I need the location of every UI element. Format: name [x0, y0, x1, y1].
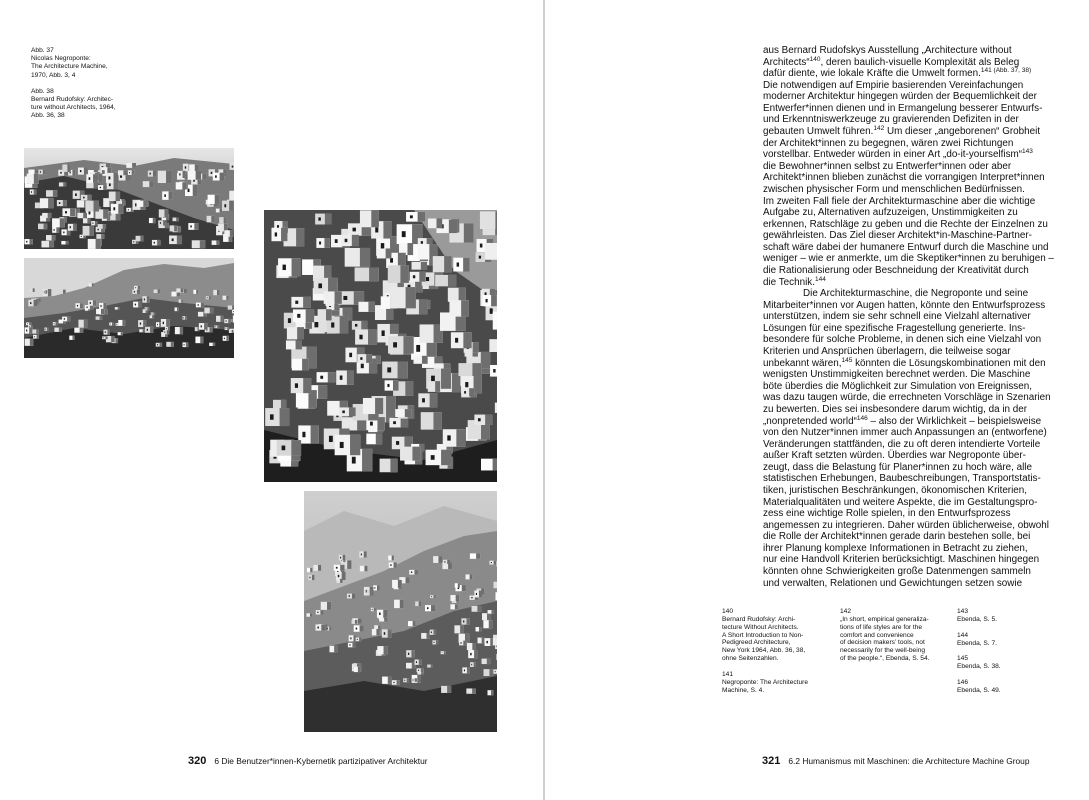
- text-line: [763, 323, 1063, 335]
- line-text: was dazu taugen würde, die errechneten Vorschläge in Szenarien: [763, 392, 1051, 404]
- text-line: [763, 520, 1063, 532]
- mountain-village-photo: [304, 491, 497, 732]
- line-text: Mitarbeiter*innen vor Augen hatten, könnte den Entwurfsprozess: [763, 299, 1046, 311]
- line-text: Veränderungen stattfänden, die zu oft deren intendierte Vorteile: [763, 438, 1041, 450]
- caption-line: Nicolas Negroponte:: [31, 55, 91, 63]
- footnote-line: New York 1964, Abb. 36, 38,: [722, 647, 806, 655]
- footnote: [957, 608, 1067, 624]
- text-line: [763, 184, 1063, 196]
- text-line: [763, 485, 1063, 497]
- footnote-line: Ebenda, S. 7.: [957, 639, 997, 647]
- footnote-line: A Short Introduction to Non-: [722, 631, 804, 639]
- footnote-line: Ebenda, S. 5.: [957, 615, 997, 623]
- text-line: [763, 508, 1063, 520]
- footnote: [957, 632, 1067, 648]
- text-line: [763, 230, 1063, 242]
- line-text: tiken, juristischen Beschränkungen, ökonomischen Kriterien,: [763, 484, 1028, 496]
- text-line: [763, 242, 1063, 254]
- footnote-ref: 143: [1022, 148, 1033, 156]
- caption-line: The Architecture Machine,: [31, 63, 108, 71]
- figure-caption: [31, 88, 141, 121]
- line-text: Architects“: [763, 56, 810, 68]
- text-line: [763, 404, 1063, 416]
- footnote-line: 140: [722, 608, 734, 615]
- text-line: [763, 161, 1063, 173]
- footnote: [957, 655, 1067, 671]
- footnote-line: 144: [957, 631, 969, 639]
- line-text: könnten die Lösungskombinationen mit den: [852, 357, 1046, 369]
- footnote-ref: 142: [873, 125, 885, 133]
- text-line: [763, 334, 1063, 346]
- text-line: [763, 80, 1063, 92]
- line-text: zeugt, dass die Belastung für Planer*innen zu hoch wäre, alle: [763, 461, 1032, 473]
- footnote-line: Pedigreed Architecture,: [722, 639, 791, 647]
- line-text: Materialqualitäten und weitere Aspekte, die im Gestaltungspro-: [763, 496, 1038, 508]
- text-line: [763, 381, 1063, 393]
- text-line: [763, 566, 1063, 578]
- footnote-ref: 146: [856, 414, 868, 422]
- footnote-line: 145: [957, 655, 969, 663]
- text-line: [763, 45, 1063, 57]
- footnote-line: Ebenda, S. 49.: [957, 686, 1001, 694]
- page-folio-right: [762, 755, 1029, 767]
- line-text: vorstellbar. Entweder würden in einer Art „do-it-yourselfism“: [763, 149, 1023, 161]
- footnote: [957, 679, 1067, 695]
- hillside-village-photo: [24, 148, 234, 249]
- text-line: [763, 346, 1063, 358]
- footnote-ref: 145: [841, 356, 853, 364]
- text-line: [763, 554, 1063, 566]
- footnote-line: tecture Without Architects.: [722, 623, 799, 631]
- line-text: Im zweiten Fall fiele der Architekturmaschine aber die wichtige: [763, 195, 1036, 207]
- text-line: [763, 369, 1063, 381]
- terraced-houses-photo: [264, 210, 497, 482]
- text-line: [763, 219, 1063, 231]
- footnote-column: [957, 608, 1067, 703]
- footnote-column: [840, 608, 950, 671]
- line-text: dafür diente, wie lokale Kräfte die Umwelt formen.: [763, 68, 981, 80]
- line-text: Kriterien und Ansprüchen überlagern, die teilweise sogar: [763, 346, 1011, 358]
- line-text: weniger – wie er anmerkte, um die Skeptiker*innen zu beruhigen –: [763, 253, 1054, 265]
- line-text: ihrer Planung komplexe Informationen in Betracht zu ziehen,: [763, 542, 1028, 554]
- footnote-line: Bernard Rudofsky: Archi-: [722, 615, 796, 623]
- text-line: [763, 543, 1063, 555]
- text-line: [763, 103, 1063, 115]
- line-text: die Rationalisierung oder Beschneidung der Kreativität durch: [763, 264, 1029, 276]
- page-number: 320: [188, 755, 207, 767]
- line-text: Entwerfer*innen dienen und in Ermangelung besserer Entwurfs-: [763, 102, 1043, 114]
- running-head: 6 Die Benutzer*innen-Kybernetik partizipativer Architektur: [214, 756, 428, 766]
- footnote-line: of decision makers’ tools, not: [840, 639, 925, 647]
- text-line: [763, 416, 1063, 428]
- text-line: [763, 149, 1063, 161]
- line-text: „nonpretended world“: [763, 415, 857, 427]
- figure-captions: [31, 47, 141, 129]
- text-line: [763, 126, 1063, 138]
- line-text: und verwalten, Relationen und Gewichtungen setzen sowie: [763, 577, 1023, 589]
- line-text: besondere für solche Probleme, in denen sich eine Vielzahl von: [763, 334, 1042, 346]
- caption-line: Abb. 37: [31, 47, 54, 54]
- footnote-line: Ebenda, S. 38.: [957, 663, 1001, 671]
- line-text: Lösungen für eine spezifische Fragestellung generierte. Ins-: [763, 322, 1026, 334]
- text-line: [763, 311, 1063, 323]
- footnote-line: „In short, empirical generaliza-: [840, 615, 929, 623]
- figure-caption: [31, 47, 141, 80]
- text-line: [763, 462, 1063, 474]
- line-text: angemessen zu integrieren. Daher würden üblicherweise, obwohl: [763, 519, 1049, 531]
- line-text: schaft wäre dabei der humanere Entwurf durch die Maschine und: [763, 241, 1049, 253]
- line-text: zu bewerten. Dies sei insbesondere darum wichtig, da in der: [763, 403, 1028, 415]
- line-text: Aufgabe zu, Alternativen aufzuzeigen, Unstimmigkeiten zu: [763, 207, 1018, 219]
- text-line: [763, 114, 1063, 126]
- caption-line: Abb. 36, 38: [31, 112, 65, 120]
- footnote: [722, 608, 832, 663]
- footnote-line: tions of life styles are for the: [840, 623, 923, 631]
- footnote-line: 143: [957, 608, 969, 615]
- text-line: [763, 439, 1063, 451]
- text-line: [763, 138, 1063, 150]
- body-text: [763, 45, 1063, 589]
- text-line: [763, 473, 1063, 485]
- footnote-line: 146: [957, 679, 969, 687]
- footnote: [840, 608, 950, 663]
- line-text: aus Bernard Rudofskys Ausstellung „Architecture without: [763, 45, 1012, 56]
- footnote-ref: 140: [809, 55, 821, 63]
- line-text: moderner Architektur hingegen würden der Bequemlichkeit der: [763, 91, 1037, 103]
- text-line: [763, 68, 1063, 80]
- footnote-line: necessarily for the well-being: [840, 647, 926, 655]
- line-text: zwischen physischer Form und menschlichen Bedürfnissen.: [763, 183, 1025, 195]
- text-line: [763, 91, 1063, 103]
- caption-line: 1970, Abb. 3, 4: [31, 71, 76, 79]
- text-line: [763, 288, 1063, 300]
- text-line: [763, 358, 1063, 370]
- running-head: 6.2 Humanismus mit Maschinen: die Architecture Machine Group: [788, 756, 1030, 766]
- text-line: [763, 531, 1063, 543]
- right-page: [545, 0, 1089, 800]
- line-text: Architekt*innen blieben zunächst die vorrangigen Interpret*innen: [763, 172, 1045, 184]
- footnote-ref: 144: [814, 275, 826, 283]
- text-line: [763, 277, 1063, 289]
- line-text: , deren baulich-visuelle Komplexität als Beleg: [820, 56, 1020, 68]
- footnote-line: of the people.“, Ebenda, S. 54.: [840, 655, 930, 663]
- line-text: Die notwendigen auf Empirie basierenden Vereinfachungen: [763, 79, 1024, 91]
- caption-line: ture without Architects, 1964,: [31, 104, 116, 112]
- text-line: [763, 427, 1063, 439]
- line-text: von den Nutzer*innen immer auch Anpassungen an (entworfene): [763, 427, 1047, 439]
- footnote-ref: 141 (Abb. 37, 38): [980, 67, 1032, 75]
- line-text: unbekannt wären,: [763, 357, 842, 369]
- text-line: [763, 300, 1063, 312]
- text-line: [763, 207, 1063, 219]
- text-line: [763, 265, 1063, 277]
- line-text: böte überdies die Möglichkeit zur Simulation von Ereignissen,: [763, 380, 1032, 392]
- line-text: könnten ohne Schwierigkeiten große Datenmengen sammeln: [763, 566, 1031, 578]
- line-text: – also der Wirklichkeit – beispielsweise: [867, 415, 1042, 427]
- text-line: [763, 497, 1063, 509]
- line-text: die Bewohner*innen selbst zu Entwerfer*innen oder aber: [763, 160, 1012, 172]
- line-text: die Technik.: [763, 276, 815, 288]
- footnote-line: 142: [840, 608, 852, 615]
- line-text: außer Kraft setzten würden. Überdies war Negroponte über-: [763, 450, 1026, 462]
- page-folio-left: [188, 755, 428, 767]
- footnote-line: Negroponte: The Architecture: [722, 678, 809, 686]
- text-line: [763, 392, 1063, 404]
- hill-town-photo: [24, 258, 234, 358]
- footnote-line: Machine, S. 4.: [722, 686, 765, 694]
- line-text: statistischen Erhebungen, Baubeschreibungen, Transportstatis-: [763, 473, 1041, 485]
- line-text: erkennen, Ratschläge zu geben und die Rechte der Einzelnen zu: [763, 218, 1048, 230]
- line-text: Um dieser „angeborenen“ Grobheit: [884, 126, 1041, 138]
- line-text: wenigsten Unstimmigkeiten berechnet werden. Die Maschine: [763, 369, 1031, 381]
- text-line: [763, 172, 1063, 184]
- footnote-column: [722, 608, 832, 702]
- line-text: zess eine wichtige Rolle spielen, in den Entwurfsprozess: [763, 508, 1011, 520]
- footnote-line: 141: [722, 670, 734, 678]
- footnote-line: comfort and convenience: [840, 631, 914, 639]
- line-text: die Rolle der Architekt*innen gerade darin bestehen solle, bei: [763, 531, 1031, 543]
- line-text: gebauten Umwelt führen.: [763, 126, 874, 138]
- text-line: [763, 196, 1063, 208]
- caption-line: Bernard Rudofsky: Architec-: [31, 96, 114, 104]
- text-line: [763, 450, 1063, 462]
- page-number: 321: [762, 755, 781, 767]
- line-text: nur eine Handvoll Kriterien berücksichtigt. Maschinen hingegen: [763, 554, 1040, 566]
- left-page: [0, 0, 544, 800]
- text-line: [763, 253, 1063, 265]
- line-text: der Architekt*innen zu begegnen, wären zwei Richtungen: [763, 137, 1014, 149]
- line-text: gewährleisten. Das Ziel dieser Architekt*in-Maschine-Partner-: [763, 230, 1032, 242]
- caption-line: Abb. 38: [31, 87, 54, 95]
- text-line: [763, 578, 1063, 590]
- footnote-line: ohne Seitenzahlen.: [722, 655, 779, 663]
- line-text: unterstützen, indem sie sehr schnell eine Vielzahl alternativer: [763, 311, 1031, 323]
- footnote: [722, 671, 832, 695]
- line-text: Die Architekturmaschine, die Negroponte und seine: [803, 288, 1029, 300]
- line-text: und Erkenntniswerkzeuge zu gravierenden Defiziten in der: [763, 114, 1019, 126]
